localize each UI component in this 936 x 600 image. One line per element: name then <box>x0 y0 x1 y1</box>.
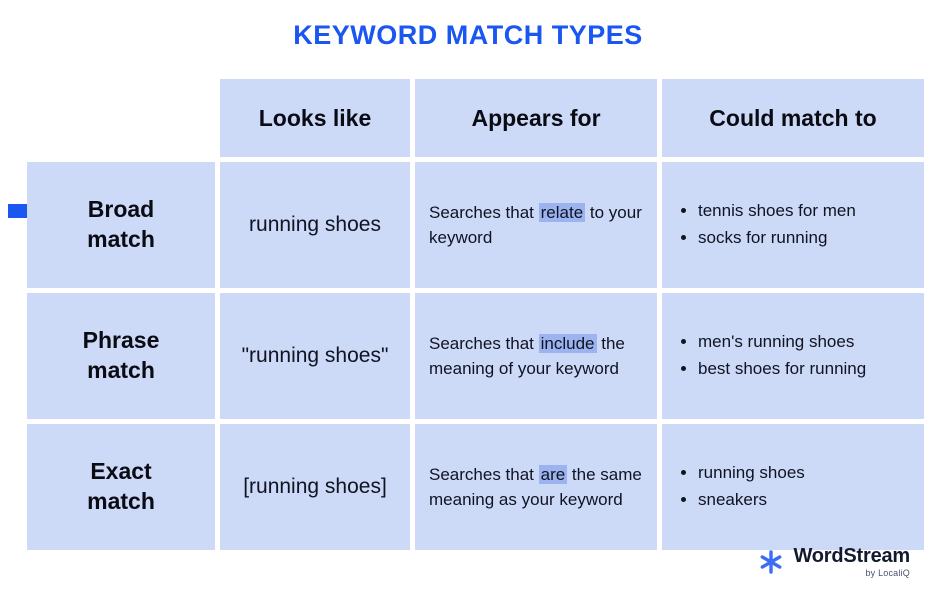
row-label-line1: Phrase <box>82 327 160 354</box>
list-item: • tennis shoes for men <box>698 199 856 224</box>
appears-text-before: Searches that <box>429 464 539 484</box>
table-row <box>27 293 924 419</box>
brand-logo <box>758 546 910 578</box>
list-item: • best shoes for running <box>698 357 866 382</box>
appears-text-highlight: relate <box>540 202 584 222</box>
row-label-line2: match <box>87 357 155 383</box>
match-types-table <box>22 74 914 555</box>
looks-like-phrase: "running shoes" <box>220 293 410 419</box>
page-title: KEYWORD MATCH TYPES <box>293 20 643 50</box>
looks-like-broad: running shoes <box>220 162 410 288</box>
appears-text-after: to your keyword <box>429 202 642 247</box>
row-label-phrase-match <box>27 293 215 419</box>
appears-text-highlight: are <box>540 464 566 484</box>
could-match-to-broad <box>662 162 924 288</box>
row-label-broad-match <box>27 162 215 288</box>
appears-text-after: the same meaning as your keyword <box>429 464 642 509</box>
column-header-looks-like: Looks like <box>220 79 410 157</box>
list-item: • men's running shoes <box>698 330 866 355</box>
table-header-row <box>27 79 924 157</box>
row-label-exact-match <box>27 424 215 550</box>
corner-blank-cell <box>27 104 215 132</box>
list-item: • sneakers <box>698 488 805 513</box>
table-row <box>27 424 924 550</box>
brand-name: WordStream <box>793 545 910 567</box>
appears-for-exact <box>415 424 657 550</box>
row-label-line1: Broad <box>87 196 155 223</box>
appears-text-highlight: include <box>540 333 595 353</box>
list-item: • running shoes <box>698 461 805 486</box>
looks-like-exact: [running shoes] <box>220 424 410 550</box>
could-match-to-phrase <box>662 293 924 419</box>
brand-tagline: by LocaliQ <box>865 568 910 578</box>
appears-text-before: Searches that <box>429 333 539 353</box>
row-label-line1: Exact <box>90 458 152 485</box>
column-header-could-match-to: Could match to <box>662 79 924 157</box>
column-header-appears-for: Appears for <box>415 79 657 157</box>
row-label-line2: match <box>87 226 155 252</box>
appears-for-phrase <box>415 293 657 419</box>
appears-text-after: the meaning of your keyword <box>429 333 625 378</box>
list-item: • socks for running <box>698 226 856 251</box>
could-match-to-exact <box>662 424 924 550</box>
table-row <box>27 162 924 288</box>
appears-for-broad <box>415 162 657 288</box>
appears-text-before: Searches that <box>429 202 539 222</box>
row-label-line2: match <box>87 488 155 514</box>
asterisk-icon <box>758 549 784 575</box>
